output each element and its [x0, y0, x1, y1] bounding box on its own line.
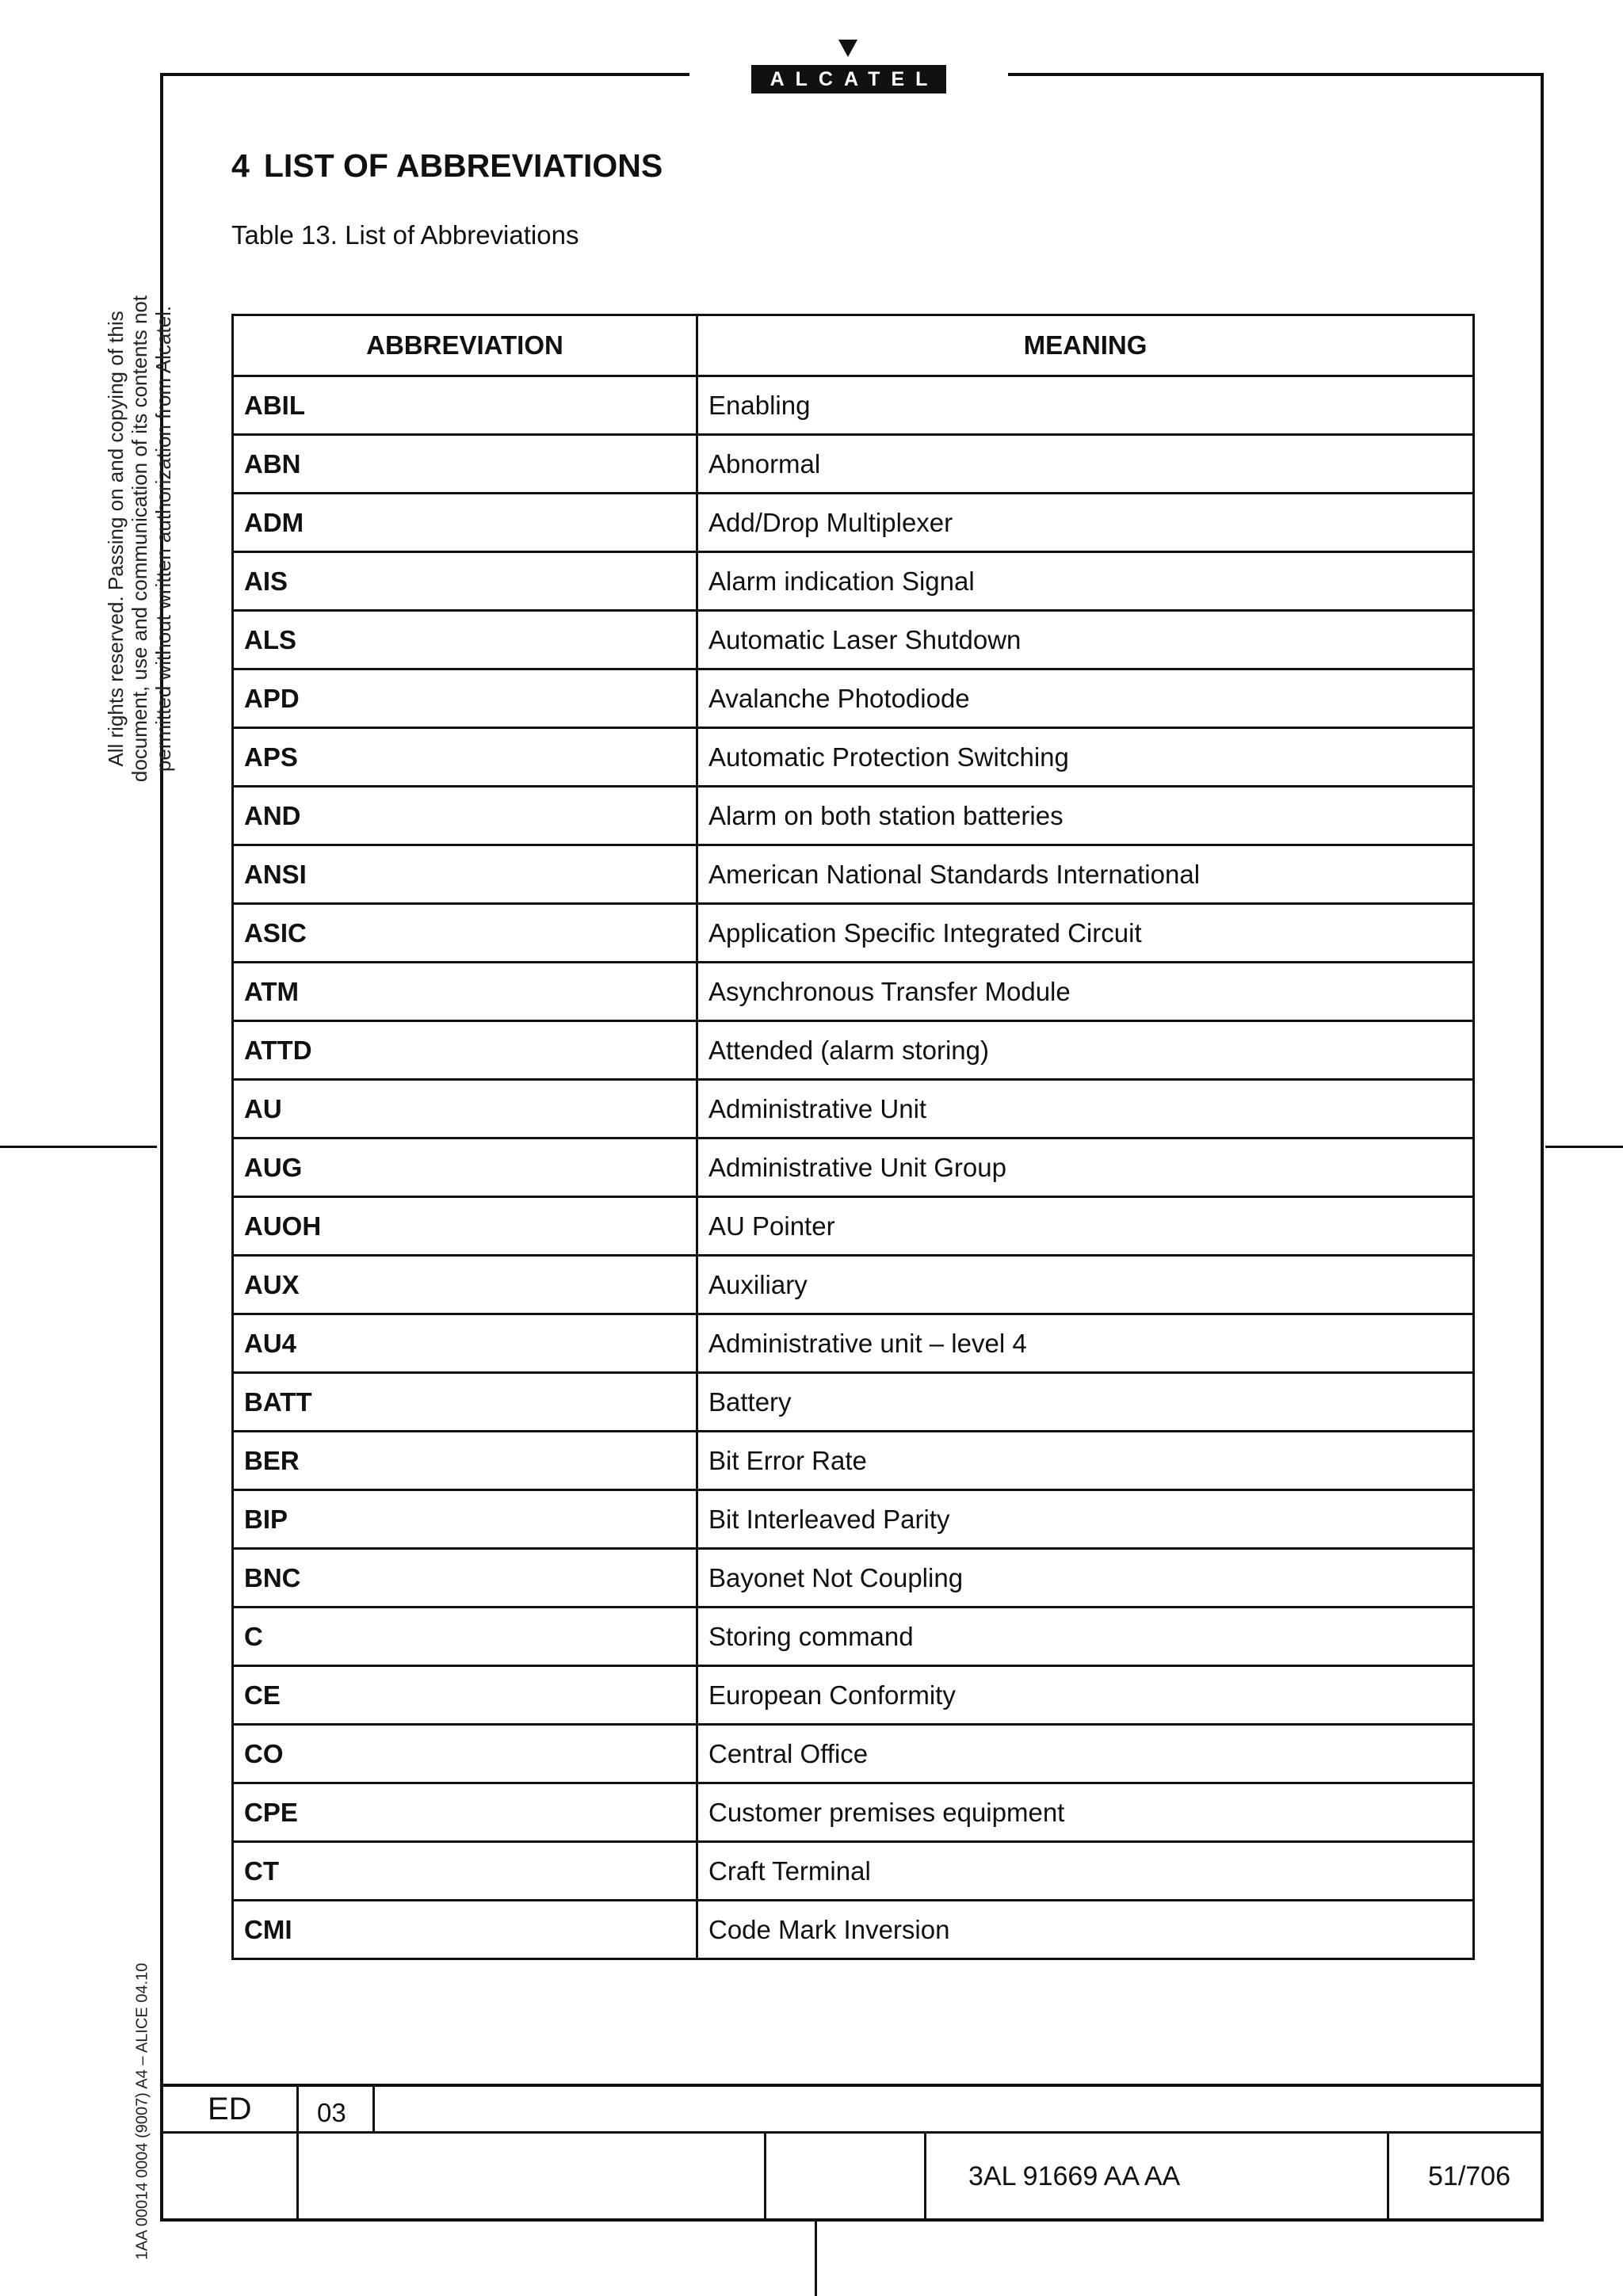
table-row [233, 1138, 1474, 1197]
table-row [233, 1432, 1474, 1490]
abbreviation-cell: ADM [233, 494, 697, 552]
section-number: 4 [231, 147, 250, 184]
page-number: 51/706 [1428, 2161, 1510, 2191]
section-title-text: LIST OF ABBREVIATIONS [263, 147, 663, 184]
section-title [231, 147, 663, 185]
frame-right [1541, 73, 1544, 2222]
table-row [233, 1725, 1474, 1783]
abbreviation-cell: AU4 [233, 1314, 697, 1373]
table-row [233, 1490, 1474, 1549]
form-code: 1AA 00014 0004 (9007) A4 – ALICE 04.10 [133, 1962, 151, 2260]
meaning-cell: Administrative Unit [697, 1080, 1474, 1138]
meaning-cell: Code Mark Inversion [697, 1901, 1474, 1959]
abbreviation-cell: ABN [233, 435, 697, 494]
meaning-cell: Customer premises equipment [697, 1783, 1474, 1842]
meaning-cell: Add/Drop Multiplexer [697, 494, 1474, 552]
frame-top-left [160, 73, 689, 76]
table-row [233, 728, 1474, 787]
abbreviation-cell: AIS [233, 552, 697, 611]
abbreviation-cell: CPE [233, 1783, 697, 1842]
meaning-cell: Bit Error Rate [697, 1432, 1474, 1490]
fold-mark-left [0, 1146, 157, 1148]
table-row [233, 669, 1474, 728]
abbreviation-cell: ANSI [233, 845, 697, 904]
abbreviation-cell: BATT [233, 1373, 697, 1432]
table-row [233, 1783, 1474, 1842]
abbreviation-cell: AUG [233, 1138, 697, 1197]
column-header-abbreviation: ABBREVIATION [233, 315, 697, 376]
meaning-cell: Bit Interleaved Parity [697, 1490, 1474, 1549]
table-row [233, 1197, 1474, 1256]
table-header-row [233, 315, 1474, 376]
edition-value: 03 [317, 2098, 346, 2127]
meaning-cell: Enabling [697, 376, 1474, 435]
abbreviation-cell: CE [233, 1666, 697, 1725]
table-row [233, 904, 1474, 963]
meaning-cell: Automatic Protection Switching [697, 728, 1474, 787]
table-row [233, 1608, 1474, 1666]
meaning-cell: Application Specific Integrated Circuit [697, 904, 1474, 963]
meaning-cell: European Conformity [697, 1666, 1474, 1725]
abbreviation-cell: ABIL [233, 376, 697, 435]
meaning-cell: Alarm indication Signal [697, 552, 1474, 611]
table-row [233, 376, 1474, 435]
table-row [233, 963, 1474, 1021]
footer-divider-5 [1387, 2131, 1389, 2222]
logo-triangle-icon [838, 40, 857, 57]
table-row [233, 1901, 1474, 1959]
abbreviations-table [231, 314, 1475, 1960]
document-number: 3AL 91669 AA AA [968, 2161, 1181, 2191]
abbreviation-cell: BIP [233, 1490, 697, 1549]
abbreviation-cell: AU [233, 1080, 697, 1138]
table-row [233, 1080, 1474, 1138]
meaning-cell: Automatic Laser Shutdown [697, 611, 1474, 669]
meaning-cell: Auxiliary [697, 1256, 1474, 1314]
table-row [233, 1373, 1474, 1432]
footer-divider-3 [764, 2131, 766, 2222]
abbreviation-cell: CO [233, 1725, 697, 1783]
table-row [233, 435, 1474, 494]
abbreviation-cell: BNC [233, 1549, 697, 1608]
abbreviation-cell: AND [233, 787, 697, 845]
abbreviation-cell: ATTD [233, 1021, 697, 1080]
meaning-cell: Central Office [697, 1725, 1474, 1783]
column-header-meaning: MEANING [697, 315, 1474, 376]
abbreviation-cell: C [233, 1608, 697, 1666]
abbreviation-cell: ATM [233, 963, 697, 1021]
table-row [233, 1314, 1474, 1373]
meaning-cell: Storing command [697, 1608, 1474, 1666]
logo-text: ALCATEL [751, 65, 946, 93]
table-row [233, 1256, 1474, 1314]
meaning-cell: Bayonet Not Coupling [697, 1549, 1474, 1608]
alcatel-logo [751, 40, 946, 93]
table-row [233, 552, 1474, 611]
abbreviation-cell: ASIC [233, 904, 697, 963]
table-row [233, 611, 1474, 669]
table-body [233, 376, 1474, 1959]
abbreviation-cell: AUX [233, 1256, 697, 1314]
frame-top-right [1008, 73, 1544, 76]
meaning-cell: Administrative unit – level 4 [697, 1314, 1474, 1373]
footer-divider-1 [296, 2084, 299, 2222]
meaning-cell: Alarm on both station batteries [697, 787, 1474, 845]
fold-mark-right [1545, 1146, 1623, 1148]
copyright-notice: All rights reserved. Passing on and copying of this document, use and communication of its contents not permitted without written authorization from Alcatel. [104, 295, 175, 783]
table-caption: Table 13. List of Abbreviations [231, 220, 579, 250]
meaning-cell: Asynchronous Transfer Module [697, 963, 1474, 1021]
footer-top-line [160, 2084, 1544, 2087]
meaning-cell: Battery [697, 1373, 1474, 1432]
table-row [233, 1666, 1474, 1725]
meaning-cell: Administrative Unit Group [697, 1138, 1474, 1197]
abbreviation-cell: APD [233, 669, 697, 728]
footer-divider-4 [924, 2131, 926, 2222]
meaning-cell: American National Standards International [697, 845, 1474, 904]
binding-mark-bottom [815, 2222, 817, 2296]
abbreviation-cell: BER [233, 1432, 697, 1490]
table-row [233, 494, 1474, 552]
abbreviation-cell: ALS [233, 611, 697, 669]
footer-divider-2 [372, 2084, 375, 2131]
table-row [233, 1549, 1474, 1608]
abbreviation-cell: CT [233, 1842, 697, 1901]
meaning-cell: AU Pointer [697, 1197, 1474, 1256]
meaning-cell: Attended (alarm storing) [697, 1021, 1474, 1080]
abbreviation-cell: APS [233, 728, 697, 787]
table-row [233, 787, 1474, 845]
footer-block [160, 2084, 1542, 2222]
meaning-cell: Abnormal [697, 435, 1474, 494]
footer-mid-line [160, 2131, 1544, 2134]
meaning-cell: Craft Terminal [697, 1842, 1474, 1901]
meaning-cell: Avalanche Photodiode [697, 669, 1474, 728]
table-row [233, 1842, 1474, 1901]
abbreviation-cell: AUOH [233, 1197, 697, 1256]
abbreviation-cell: CMI [233, 1901, 697, 1959]
table-row [233, 1021, 1474, 1080]
edition-label: ED [208, 2092, 252, 2126]
table-row [233, 845, 1474, 904]
